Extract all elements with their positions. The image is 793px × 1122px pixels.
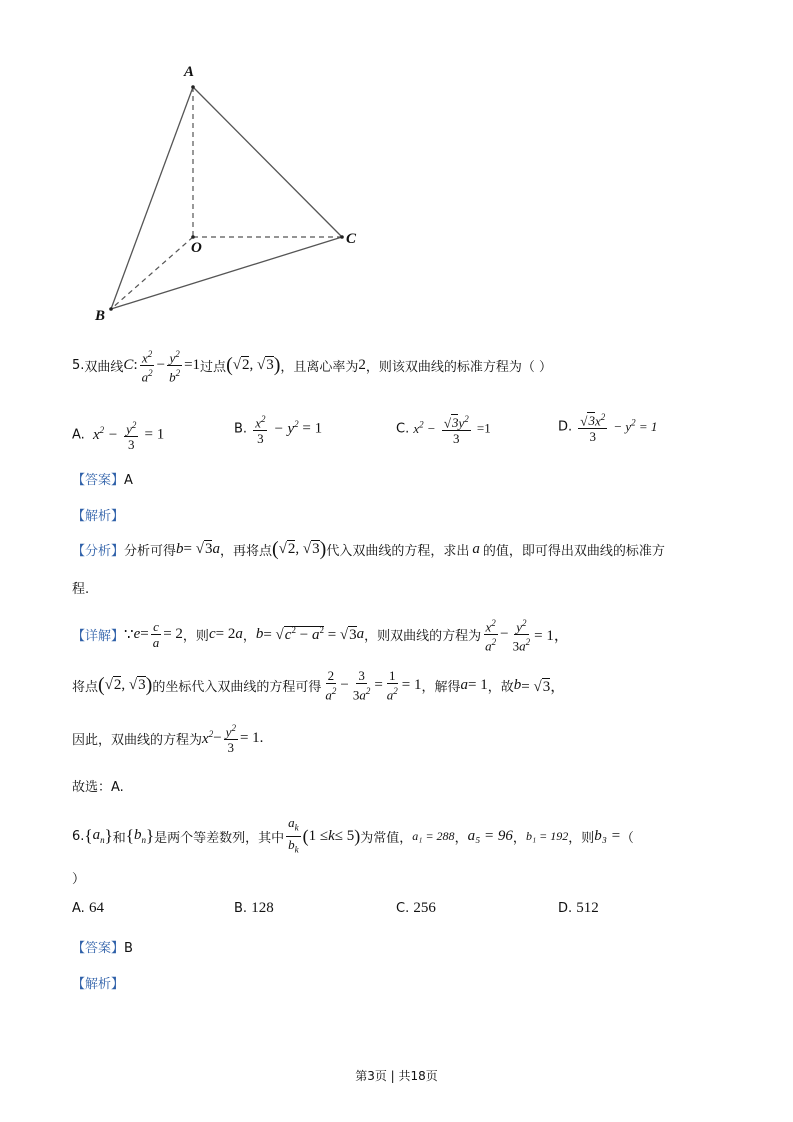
q6-option-b: B. 128 xyxy=(234,900,274,916)
q6-option-c: C. 256 xyxy=(396,900,436,916)
q5-stem: 5. 双曲线 C : $\frac{x^2}{a^2}$ − $\frac{y^2}{b^2}$ =1 过点 ( √2, √3 ) ，且离心率为 2 ，则该双曲线的标准方程为（ ） xyxy=(72,349,553,385)
edge-OB xyxy=(111,237,193,309)
q6-analysis-tag: 【解析】 xyxy=(72,977,125,992)
q6-option-a: A. 64 xyxy=(72,900,104,916)
q5-option-d: D. $\frac{√3x^2}{3}$ − $y^2 = 1$ xyxy=(558,412,658,445)
q5-option-b: B. $\frac{x^2}{3}$ − $y^2 = 1$ xyxy=(234,414,323,447)
label-O: O xyxy=(191,240,202,256)
q6-stem-cont: ） xyxy=(72,872,86,887)
label-A: A xyxy=(184,64,195,80)
q5-fenxi-cont: 程. xyxy=(72,582,90,597)
page-footer: 第3页 | 共18页 xyxy=(355,1069,438,1083)
q5-fenxi: 【分析】 分析可得 b = √3 a ，再将点 ( √2, √3 ) 代入双曲线的方程，求出 a 的值，即可得出双曲线的标准方 xyxy=(72,538,665,560)
q6-option-d: D. 512 xyxy=(558,900,599,916)
q5-option-c: C. $x^2$ − $\frac{√3y^2}{3}$ =1 xyxy=(396,414,491,447)
q5-xiangjie-3: 因此，双曲线的方程为 $x^2$ − $\frac{y^2}{3}$ = 1. xyxy=(72,723,264,756)
edge-AB xyxy=(111,87,193,309)
q5-guxuan: 故选：A. xyxy=(72,780,124,795)
tetrahedron-figure xyxy=(80,60,380,330)
label-C: C xyxy=(346,231,357,247)
edge-AC xyxy=(193,87,342,237)
q5-xiangjie-2: 将点 ( √2, √3 ) 的坐标代入双曲线的方程可得 $\frac{2}{a^2}$ − $\frac{3}{3a^2}$ = $\frac{1}{a^2}$ = 1 ，解得 a = 1 ，故 b = √3， xyxy=(72,668,566,703)
q5-xiangjie-1: 【详解】 ∵ e = $\frac{c}{a}$ = 2 ，则 c = 2 a ， b = $√c^2 - a^2 = √3$ a ，则双曲线的方程为 $\frac{x^2}{a^2}$ − $\frac{y^2}{3a^2}$ = 1， xyxy=(72,618,569,654)
label-B: B xyxy=(95,308,106,324)
q5-analysis-tag: 【解析】 xyxy=(72,509,125,524)
q6-answer: 【答案】B xyxy=(72,941,133,956)
q5-option-a: A. $x^2$ − $\frac{y^2}{3}$ = 1 xyxy=(72,420,165,453)
q5-answer: 【答案】A xyxy=(72,473,133,488)
q6-stem: 6. { $a_n$ } 和 { $b_n$ } 是两个等差数列，其中 $\frac{a_k}{b_k}$ ( 1 ≤ k ≤ 5 ) 为常值， a₁ = 288 ， a₅ = 96 ， b₁ = 192 ，则 b₃ = （ xyxy=(72,815,634,855)
edge-BC xyxy=(111,237,342,309)
